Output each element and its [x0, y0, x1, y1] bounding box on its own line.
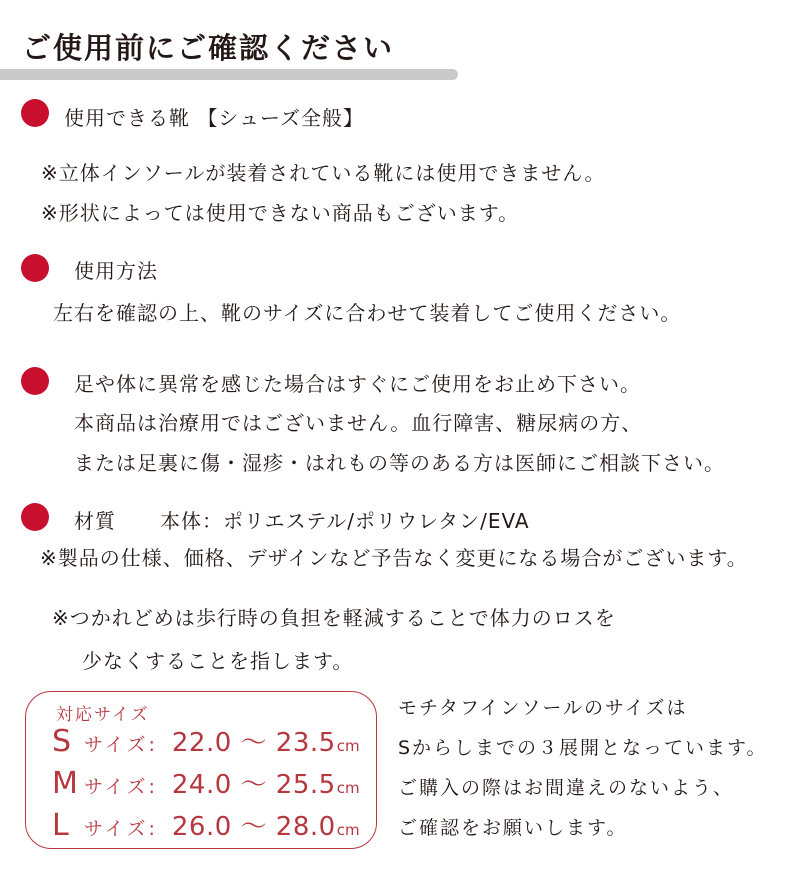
shoes-note-2: ※形状によっては使用できない商品もございます。: [41, 201, 520, 225]
page-title: ご使用前にご確認ください: [22, 31, 395, 65]
size-info-line-2: Sからしまでの３展開となっています。: [398, 737, 768, 759]
size-row-s: [52, 722, 360, 764]
bullet-dot: [21, 367, 49, 395]
usage-section-title: 使用方法: [74, 259, 158, 283]
size-row-l: [52, 806, 360, 848]
size-letter: M: [52, 766, 78, 801]
bullet-dot: [21, 99, 49, 127]
size-label: サイズ:: [84, 776, 158, 798]
usage-text: 左右を確認の上、靴のサイズに合わせて装着してご使用ください。: [53, 301, 682, 325]
caution-line-1: 足や体に異常を感じた場合はすぐにご使用をお止め下さい。: [74, 372, 641, 396]
caution-line-3: または足裏に傷・湿疹・はれもの等のある方は医師にご相談下さい。: [74, 451, 725, 475]
size-unit: cm: [336, 821, 360, 839]
title-underline: [0, 69, 458, 80]
size-range: 26.0 ～ 28.0: [171, 812, 336, 842]
size-chart-box: [25, 691, 377, 849]
size-letter: S: [52, 724, 72, 759]
bullet-dot: [21, 503, 49, 531]
shoes-section-title: 使用できる靴 【シューズ全般】: [64, 106, 364, 130]
size-range: 22.0 ～ 23.5: [171, 728, 336, 758]
fatigue-note-line-1: ※つかれどめは歩行時の負担を軽減することで体力のロスを: [52, 606, 616, 630]
size-letter: L: [52, 808, 69, 843]
size-chart-title: 対応サイズ: [56, 705, 150, 725]
bullet-dot: [21, 254, 49, 282]
material-note: ※製品の仕様、価格、デザインなど予告なく変更になる場合がございます。: [40, 546, 748, 570]
size-info-line-3: ご購入の際はお間違えのないよう、: [398, 777, 735, 799]
material-value: 本体：ポリエステル/ポリウレタン/EVA: [160, 509, 530, 533]
shoes-note-1: ※立体インソールが装着されている靴には使用できません。: [41, 161, 606, 185]
size-row-m: [52, 764, 360, 806]
size-unit: cm: [336, 779, 360, 797]
size-info-line-1: モチタフインソールのサイズは: [398, 697, 688, 719]
size-label: サイズ:: [84, 818, 158, 840]
size-label: サイズ:: [84, 734, 158, 756]
material-label: 材質: [74, 509, 116, 533]
caution-line-2: 本商品は治療用ではございません。血行障害、糖尿病の方、: [74, 411, 643, 435]
size-unit: cm: [336, 737, 360, 755]
size-info-line-4: ご確認をお願いします。: [398, 817, 628, 839]
size-range: 24.0 ～ 25.5: [171, 770, 336, 800]
fatigue-note-line-2: 少なくすることを指します。: [82, 649, 354, 673]
